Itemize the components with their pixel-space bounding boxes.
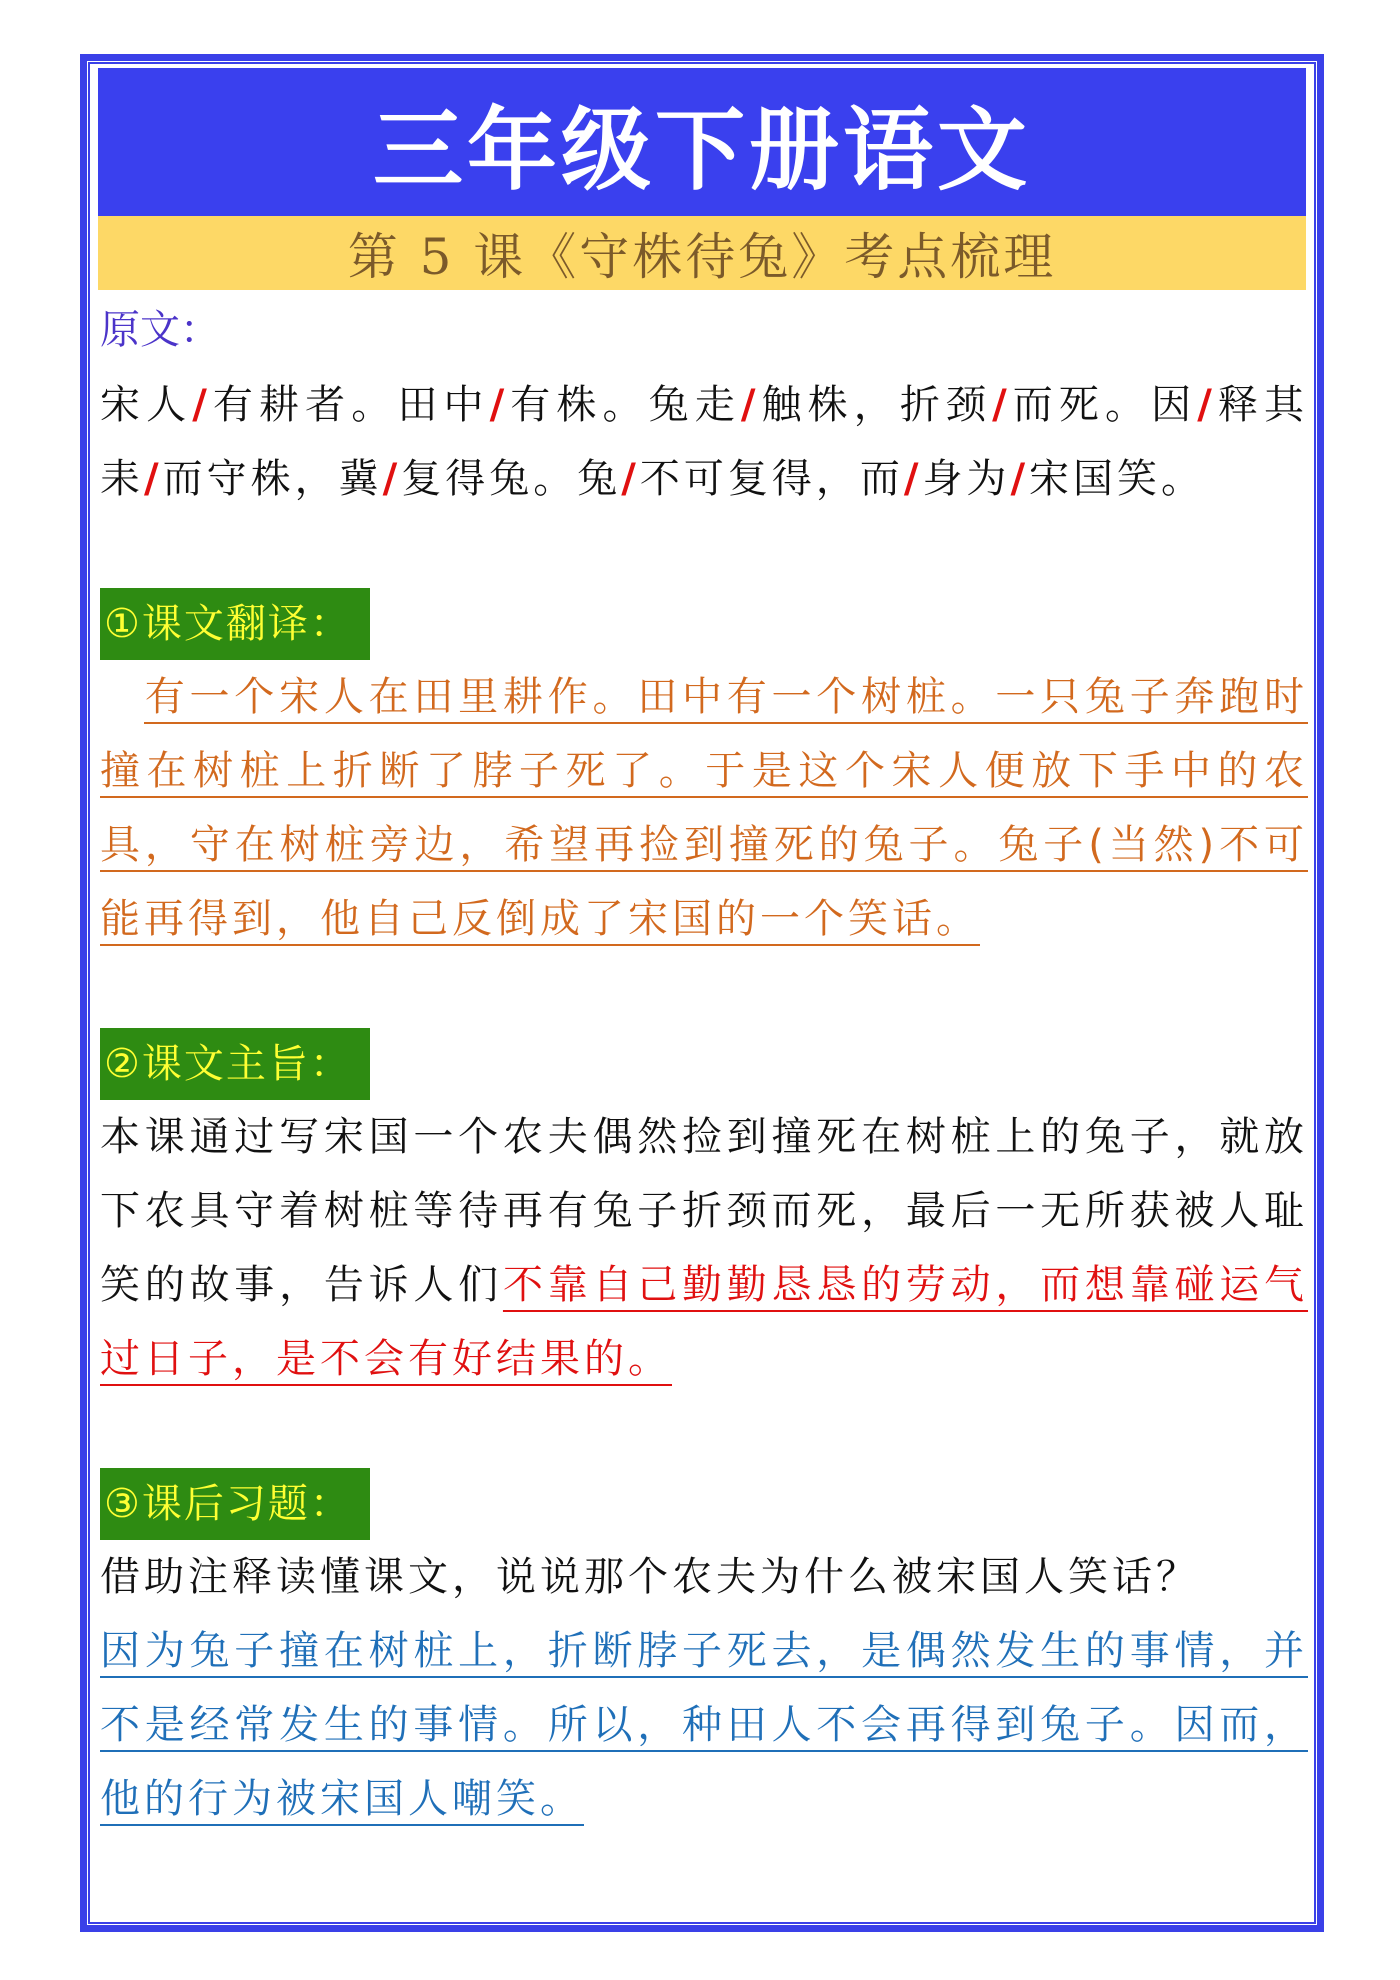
original-segment: 而死。因 [1010,382,1198,428]
page-title: 三年级下册语文 [98,68,1306,216]
original-segment: 释其耒 [100,382,1309,502]
original-text [100,368,1308,516]
exercise-question: 借助注释读懂课文，说说那个农夫为什么被宋国人笑话？ [100,1554,1200,1600]
pause-slash: / [192,382,211,428]
theme-text [100,1100,1308,1396]
original-segment: 宋国笑。 [1029,456,1206,502]
exercise-answer-body: 因为兔子撞在树桩上，折断脖子死去，是偶然发生的事情，并不是经常发生的事情。所以，种田人不会再得到兔子。因而，他的行为被宋国人嘲笑。 [100,1628,1308,1822]
pause-slash: / [1197,382,1216,428]
translation-body: 有一个宋人在田里耕作。田中有一个树桩。一只兔子奔跑时撞在树桩上折断了脖子死了。于是这个宋人便放下手中的农具，守在树桩旁边，希望再捡到撞死的兔子。兔子(当然)不可能再得到，他自己反倒成了宋国的一个笑话。 [100,674,1308,942]
translation-text [100,660,1308,956]
pause-slash: / [740,382,760,428]
pause-slash: / [992,382,1011,428]
theme-body: 本课通过写宋国一个农夫偶然捡到撞死在树桩上的兔子，就放下农具守着树桩等待再有兔子折颈而死，最后一无所获被人耻笑的故事，告诉人们 [100,1114,1308,1308]
pause-slash: / [621,456,640,502]
original-segment: 宋人 [100,382,193,428]
original-segment: 身为 [922,456,1011,502]
original-segment: 复得兔。兔 [401,456,622,502]
theme-section-label: ②课文主旨： [100,1028,370,1100]
original-text-label: 原文： [100,307,220,353]
theme-highlight: 不靠自己勤勤恳恳的劳动，而想靠碰运气过日子，是不会有好结果的。 [100,1262,1309,1382]
content-area [100,300,1308,1836]
exercise-answer [100,1614,1308,1836]
page-subtitle: 第 5 课《守株待兔》考点梳理 [98,216,1306,290]
original-segment: 有耕者。田中 [210,382,490,428]
pause-slash: / [489,382,509,428]
original-segment: 触株，折颈 [759,382,993,428]
original-segment: 而守株，冀 [162,456,383,502]
original-segment: 有株。兔走 [508,382,741,428]
original-segment: 不可复得，而 [639,456,904,502]
exercise-section-label: ③课后习题： [100,1468,370,1540]
pause-slash: / [144,456,163,502]
pause-slash: / [903,456,923,502]
translation-section-label: ①课文翻译： [100,588,370,660]
pause-slash: / [1010,456,1030,502]
pause-slash: / [382,456,402,502]
